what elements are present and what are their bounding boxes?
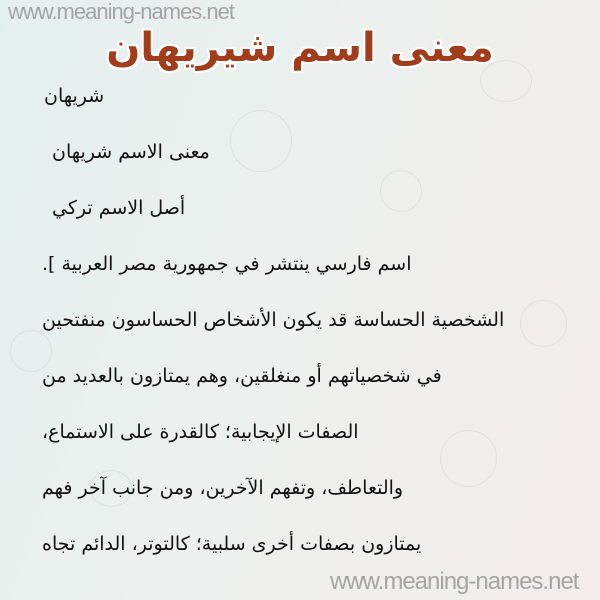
doodle-shape xyxy=(440,430,497,487)
name-line: شريهان xyxy=(44,85,105,107)
doodle-shape xyxy=(520,300,567,347)
text-line: الصفات الإيجابية؛ كالقدرة على الاستماع، xyxy=(42,421,359,443)
text-line: الشخصية الحساسة قد يكون الأشخاص الحساسون منفتحين xyxy=(42,309,505,331)
doodle-shape xyxy=(380,170,422,212)
origin-line: أصل الاسم تركي xyxy=(52,197,186,219)
meaning-heading: معنى الاسم شريهان xyxy=(52,141,210,163)
text-line: اسم فارسي ينتشر في جمهورية مصر العربية ]. xyxy=(42,253,412,275)
text-line: يمتازون بصفات أخرى سلبية؛ كالتوتر، الدائم تجاه xyxy=(42,533,422,555)
page-title: معنى اسم شيريهان xyxy=(106,25,494,71)
text-line: والتعاطف، وتفهم الآخرين، ومن جانب آخر فهم xyxy=(42,477,404,499)
watermark-top: www.meaning-names.net xyxy=(8,0,235,24)
doodle-shape xyxy=(230,110,292,172)
watermark-bottom: www.meaning-names.net xyxy=(330,568,579,595)
text-line: في شخصياتهم أو منغلقين، وهم يمتازون بالعديد من xyxy=(42,365,442,387)
